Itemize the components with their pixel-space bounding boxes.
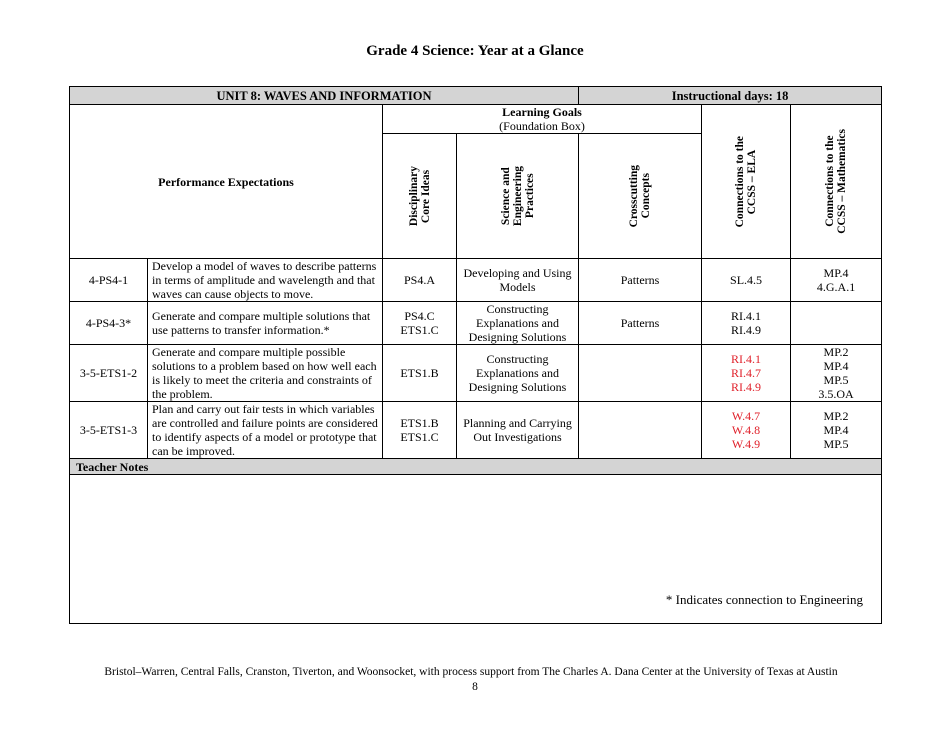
sep-value-line: Explanations and [476, 366, 559, 380]
sep-cell [457, 345, 579, 402]
dci-header-line: Core Ideas [419, 169, 432, 223]
math-value-line: MP.2 [823, 345, 849, 359]
sep-value-line: Constructing [486, 352, 549, 366]
dci-cell [383, 259, 457, 302]
sep-header-line: Science and [499, 167, 512, 225]
math-header-line: Connections to the [824, 135, 837, 228]
sep-cell [457, 402, 579, 459]
math-cell [791, 259, 882, 302]
pe-code: 3-5-ETS1-2 [70, 345, 148, 402]
math-value-line: MP.2 [823, 409, 849, 423]
pe-code: 4-PS4-3* [70, 302, 148, 345]
learning-goals-header [383, 105, 702, 134]
sep-value-line: Explanations and [476, 316, 559, 330]
sep-value-line: Out Investigations [473, 430, 562, 444]
ela-value-line: RI.4.7 [731, 366, 762, 380]
cc-cell [579, 345, 702, 402]
math-header [791, 105, 882, 259]
cc-cell: Patterns [579, 302, 702, 345]
ela-header-line: CCSS – ELA [746, 149, 759, 214]
sep-value-line: Planning and Carrying [463, 416, 572, 430]
sep-value-line: Developing and Using [463, 266, 572, 280]
pe-code: 4-PS4-1 [70, 259, 148, 302]
sep-value-line: Constructing [486, 302, 549, 316]
math-cell [791, 302, 882, 345]
math-value-line: MP.5 [823, 437, 849, 451]
page-number: 8 [472, 681, 478, 693]
teacher-notes-label: Teacher Notes [70, 459, 882, 475]
dci-value-line: ETS1.B [400, 416, 439, 430]
ela-cell [702, 402, 791, 459]
dci-cell [383, 402, 457, 459]
learning-goals-header-row [70, 105, 882, 134]
cc-header-line: Concepts [640, 173, 653, 219]
teacher-notes-header-row [70, 459, 882, 475]
pe-row [70, 302, 882, 345]
sep-cell [457, 302, 579, 345]
pe-description: Develop a model of waves to describe patterns in terms of amplitude and wavelength and that waves can cause objects to move. [148, 259, 383, 302]
dci-cell [383, 345, 457, 402]
cc-header [579, 134, 702, 259]
ela-value-line: SL.4.5 [730, 273, 763, 287]
pe-description: Plan and carry out fair tests in which variables are controlled and failure points are considered to identify aspects of a model or prototype that can be improved. [148, 402, 383, 459]
ela-cell [702, 302, 791, 345]
sep-value-line: Models [499, 280, 536, 294]
ela-value-line: W.4.8 [731, 423, 761, 437]
dci-value-line: PS4.A [403, 273, 435, 287]
sep-cell [457, 259, 579, 302]
ela-value-line: RI.4.9 [731, 380, 762, 394]
dci-cell [383, 302, 457, 345]
dci-value-line: ETS1.B [400, 366, 439, 380]
page-title: Grade 4 Science: Year at a Glance [366, 43, 584, 59]
cc-header-line: Crosscutting [628, 164, 641, 228]
math-value-line: MP.4 [823, 266, 849, 280]
engineering-footnote: * Indicates connection to Engineering [665, 592, 863, 607]
dci-value-line: ETS1.C [400, 430, 439, 444]
unit-header-row [70, 87, 882, 105]
cc-cell [579, 402, 702, 459]
sep-header-line: Engineering [511, 165, 524, 227]
sep-header [457, 134, 579, 259]
ela-value-line: RI.4.1 [731, 352, 762, 366]
math-header-line: CCSS – Mathematics [836, 129, 849, 234]
sep-value-line: Designing Solutions [468, 380, 567, 394]
math-value-line: MP.4 [823, 359, 849, 373]
foundation-box-label: (Foundation Box) [499, 119, 585, 133]
pe-description: Generate and compare multiple solutions that use patterns to transfer information.* [148, 302, 383, 345]
credit-line: Bristol–Warren, Central Falls, Cranston, Tiverton, and Woonsocket, with process support from The Charles A. Dana Center at the University of Texas at Austin [104, 666, 838, 678]
ela-value-line: W.4.7 [731, 409, 761, 423]
math-cell [791, 402, 882, 459]
math-value-line: 3.5.OA [818, 387, 854, 401]
dci-header-line: Disciplinary [407, 165, 420, 227]
dci-header [383, 134, 457, 259]
pe-row [70, 345, 882, 402]
instructional-days: Instructional days: 18 [579, 87, 882, 105]
ela-header-line: Connections to the [734, 135, 747, 228]
math-value-line: 4.G.A.1 [816, 280, 856, 294]
dci-value-line: ETS1.C [400, 323, 439, 337]
cc-cell: Patterns [579, 259, 702, 302]
math-cell [791, 345, 882, 402]
ela-header [702, 105, 791, 259]
performance-expectations-header: Performance Expectations [70, 105, 383, 259]
sep-header-line: Practices [523, 173, 536, 219]
pe-code: 3-5-ETS1-3 [70, 402, 148, 459]
math-value-line: MP.4 [823, 423, 849, 437]
pe-description: Generate and compare multiple possible solutions to a problem based on how well each is likely to meet the criteria and constraints of the problem. [148, 345, 383, 402]
pe-row [70, 259, 882, 302]
unit-name: UNIT 8: WAVES AND INFORMATION [70, 87, 579, 105]
pe-row [70, 402, 882, 459]
dci-value-line: PS4.C [404, 309, 435, 323]
math-value-line: MP.5 [823, 373, 849, 387]
learning-goals-label: Learning Goals [502, 105, 582, 119]
ela-value-line: W.4.9 [731, 437, 761, 451]
ela-value-line: RI.4.9 [731, 323, 762, 337]
unit-table [69, 86, 882, 624]
ela-value-line: RI.4.1 [731, 309, 762, 323]
sep-value-line: Designing Solutions [468, 330, 567, 344]
ela-cell [702, 259, 791, 302]
ela-cell [702, 345, 791, 402]
